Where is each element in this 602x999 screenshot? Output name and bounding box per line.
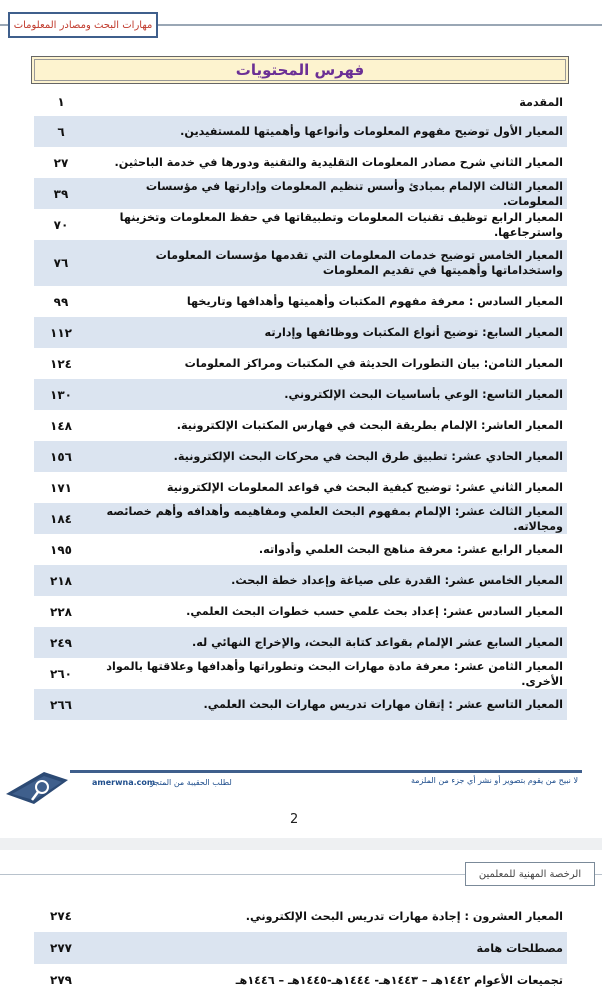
toc-entry-title: المعيار السابع: توضيح أنواع المكتبات ووظائفها وإدارته [264,326,563,339]
toc-entry [34,900,567,932]
toc-entry-page: ١٢٤ [50,356,72,371]
toc-entry [34,441,567,472]
toc-entry-title: المعيار الخامس عشر: القدرة على صياغة وإعداد خطة البحث. [231,574,563,587]
toc-entry [34,596,567,627]
toc-entry [34,689,567,720]
toc-entry-page: ٢٦٦ [50,697,72,712]
toc-entry-title: المعيار الثاني شرح مصادر المعلومات التقليدية والتقنية ودورها في خدمة الباحثين. [114,156,563,169]
toc-entry-title: المقدمة [519,95,563,109]
toc-entry-title: المعيار السادس عشر: إعداد بحث علمي حسب خطوات البحث العلمي. [186,605,563,618]
toc-entry-page: ٢٧٩ [50,973,72,987]
toc-entry [34,379,567,410]
footer-shop-note: لطلب الحقيبة من المتجر [150,778,232,787]
toc-entry-page: ٣٩ [53,186,69,201]
toc-entry-title: المعيار الرابع عشر: معرفة مناهج البحث العلمي وأدواته. [258,543,563,556]
toc-entry [34,410,567,441]
toc-entry-page: ٦ [57,124,65,139]
toc-entry [34,209,567,240]
toc-entry [34,565,567,596]
toc-entry-page: ٢٧٧ [50,941,72,955]
toc-list [34,900,567,996]
toc-entry-title: مصطلحات هامة [476,941,563,955]
toc-entry-title: المعيار الثالث الإلمام بمبادئ وأسس تنظيم المعلومات وإدارتها في مؤسسات المعلومات. [145,179,563,208]
toc-entry-title: المعيار الثاني عشر: توضيح كيفية البحث في قواعد المعلومات الإلكترونية [166,481,563,494]
toc-entry [34,472,567,503]
footer-rule [70,770,582,773]
footer-site: amerwna.com [92,778,156,787]
toc-entry [34,348,567,379]
toc-entry-page: ٧٦ [53,256,69,270]
toc-entry-page: ٢٦٠ [50,666,72,681]
header-label-box [8,12,158,38]
toc-entry [34,240,567,286]
toc-entry [34,178,567,209]
toc-entry-title: المعيار الثامن: بيان التطورات الحديثة في المكتبات ومراكز المعلومات [184,357,563,370]
header-label: مهارات البحث ومصادر المعلومات [13,19,153,31]
page-number: 2 [290,812,299,827]
toc-entry-title: المعيار التاسع: الوعي بأساسيات البحث الإلكتروني. [284,388,563,401]
toc-entry [34,932,567,964]
toc-entry-title: المعيار الخامس توضيح خدمات المعلومات التي تقدمها مؤسسات المعلومات واستخداماتها وأهميتها في تقديم المعلومات [155,249,563,277]
toc-entry [34,627,567,658]
toc-entry-page: ١٥٦ [50,449,72,464]
toc-entry-title: المعيار العشرون : إجادة مهارات تدريس البحث الإلكتروني. [245,909,563,923]
toc-entry-title: المعيار السابع عشر الإلمام بقواعد كتابة البحث، والإخراج النهائي له. [191,636,563,649]
footer-copyright-warning: لا نبيح من يقوم بتصوير أو نشر أي جزء من الملزمة [410,776,578,785]
toc-entry-title: المعيار الثامن عشر: معرفة مادة مهارات البحث وتطوراتها وأهدافها وعلاقتها بالمواد الأخرى. [106,659,563,688]
publisher-logo-icon [6,770,74,806]
toc-entry-title: المعيار الرابع توظيف تقنيات المعلومات وتطبيقاتها في حفظ المعلومات وتخزينها واسترجاعها. [119,210,563,239]
toc-entry-page: ١٨٤ [50,511,72,526]
toc-entry-title: تجميعات الأعوام ١٤٤٢هـ – ١٤٤٣هـ- ١٤٤٤هـ-١٤٤٥هـ – ١٤٤٦هـ [235,973,563,987]
toc-entry [34,286,567,317]
toc-entry-page: ١١٢ [50,325,72,340]
toc-entry [34,147,567,178]
toc-title: فهرس المحتويات [235,61,365,79]
toc-entry [34,88,567,116]
toc-entry-page: ١ [57,95,65,109]
toc-entry [34,534,567,565]
header-label-box [465,862,595,886]
toc-entry [34,116,567,147]
toc-entry-page: ٢٤٩ [50,635,72,650]
toc-entry-page: ٧٠ [53,217,69,232]
toc-entry-page: ٢١٨ [50,573,72,588]
toc-entry-page: ١٣٠ [50,387,72,402]
toc-entry-title: المعيار الثالث عشر: الإلمام بمفهوم البحث العلمي ومفاهيمه وأهدافه وأهم خصائصه ومجالاته. [106,504,563,533]
toc-entry-page: ٩٩ [53,294,69,309]
toc-entry-title: المعيار الأول توضيح مفهوم المعلومات وأنواعها وأهميتها للمستفيدين. [180,125,563,138]
toc-entry-page: ١٤٨ [50,418,72,433]
toc-entry-page: ١٧١ [50,480,72,495]
toc-entry-title: المعيار العاشر: الإلمام بطريقة البحث في فهارس المكتبات الإلكترونية. [176,419,563,432]
toc-title-box [31,56,569,84]
toc-entry [34,503,567,534]
toc-entry-page: ١٩٥ [50,542,72,557]
document-page-2 [0,850,602,999]
toc-entry [34,964,567,996]
toc-entry-title: المعيار السادس : معرفة مفهوم المكتبات وأهميتها وأهدافها وتاريخها [186,295,563,308]
toc-entry-title: المعيار الحادي عشر: تطبيق طرق البحث في محركات البحث الإلكترونية. [173,450,563,463]
header-label: الرخصة المهنية للمعلمين [478,868,582,880]
toc-entry [34,658,567,689]
toc-entry-title: المعيار التاسع عشر : إتقان مهارات تدريس مهارات البحث العلمي. [203,698,563,711]
toc-entry-page: ٢٧ [53,155,69,170]
toc-entry-page: ٢٧٤ [50,909,72,923]
toc-entry [34,317,567,348]
toc-list [34,88,567,720]
toc-entry-page: ٢٢٨ [50,604,72,619]
page-separator [0,838,602,850]
